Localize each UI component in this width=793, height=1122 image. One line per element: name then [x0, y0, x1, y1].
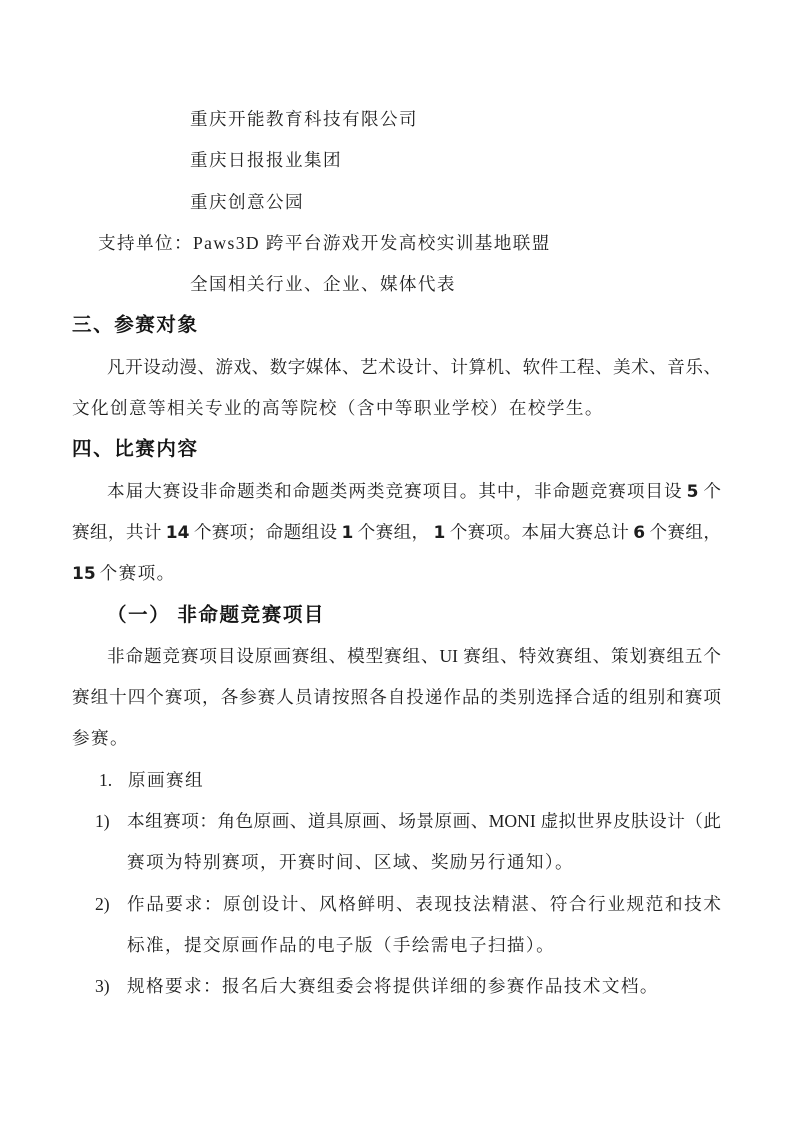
support-unit-value-2: 全国相关行业、企业、媒体代表	[190, 274, 456, 295]
group-number: 1.	[99, 769, 113, 790]
participants-line-1: 凡开设动漫、游戏、数字媒体、艺术设计、计算机、软件工程、美术、音乐、	[107, 356, 721, 377]
list-item-2-text: 作品要求：原创设计、风格鲜明、表现技法精湛、符合行业规范和技术	[127, 893, 721, 914]
contest-intro-line-3: 15 个赛项。	[72, 563, 176, 585]
list-item-1-line-2: 赛项为特别赛项，开赛时间、区域、奖励另行通知）。	[127, 852, 575, 873]
participants-line-2: 文化创意等相关专业的高等院校（含中等职业学校）在校学生。	[72, 398, 604, 419]
support-unit-value-1: Paws3D 跨平台游戏开发高校实训基地联盟	[192, 232, 551, 253]
support-unit-line	[72, 223, 721, 264]
group-title-original-art	[72, 760, 721, 801]
co-organizer-name-2: 重庆日报报业集团	[190, 150, 342, 171]
contest-intro-line-2: 赛组，共计 14 个赛项；命题组设 1 个赛组， 1 个赛项。本届大赛总计 6 个赛组，	[72, 521, 721, 543]
document-content	[72, 99, 721, 1008]
co-organizer-name-1: 重庆开能教育科技有限公司	[190, 109, 418, 129]
list-item-3-text: 规格要求：报名后大赛组委会将提供详细的参赛作品技术文档。	[127, 976, 659, 997]
group-title-text: 原画赛组	[128, 769, 204, 790]
contest-intro-line-1: 本届大赛设非命题类和命题类两类竞赛项目。其中，非命题竞赛项目设 5 个	[107, 480, 721, 502]
section-heading-participants: 三、参赛对象	[72, 314, 199, 337]
support-unit-label: 支持单位：	[98, 232, 193, 253]
list-item-1-marker: 1)	[95, 811, 110, 832]
noncommissioned-line-1: 非命题竞赛项目设原画赛组、模型赛组、UI 赛组、特效赛组、策划赛组五个	[107, 645, 721, 666]
noncommissioned-line-3: 参赛。	[72, 728, 129, 749]
list-item-2-marker: 2)	[95, 893, 110, 914]
co-organizer-name-3: 重庆创意公园	[190, 191, 304, 212]
list-item-2-line-2: 标准，提交原画作品的电子版（手绘需电子扫描）。	[127, 934, 556, 955]
noncommissioned-line-2: 赛组十四个赛项，各参赛人员请按照各自投递作品的类别选择合适的组别和赛项	[72, 687, 721, 708]
list-item-3-line-1	[72, 966, 721, 1007]
list-item-1-text: 本组赛项：角色原画、道具原画、场景原画、MONI 虚拟世界皮肤设计（此	[127, 811, 721, 832]
subsection-heading-noncommissioned: （一） 非命题竞赛项目	[107, 603, 326, 626]
section-heading-contest-content: 四、比赛内容	[72, 438, 199, 461]
list-item-3-marker: 3)	[95, 976, 110, 997]
list-item-1-line-1	[72, 801, 721, 842]
list-item-2-line-1	[72, 884, 721, 925]
